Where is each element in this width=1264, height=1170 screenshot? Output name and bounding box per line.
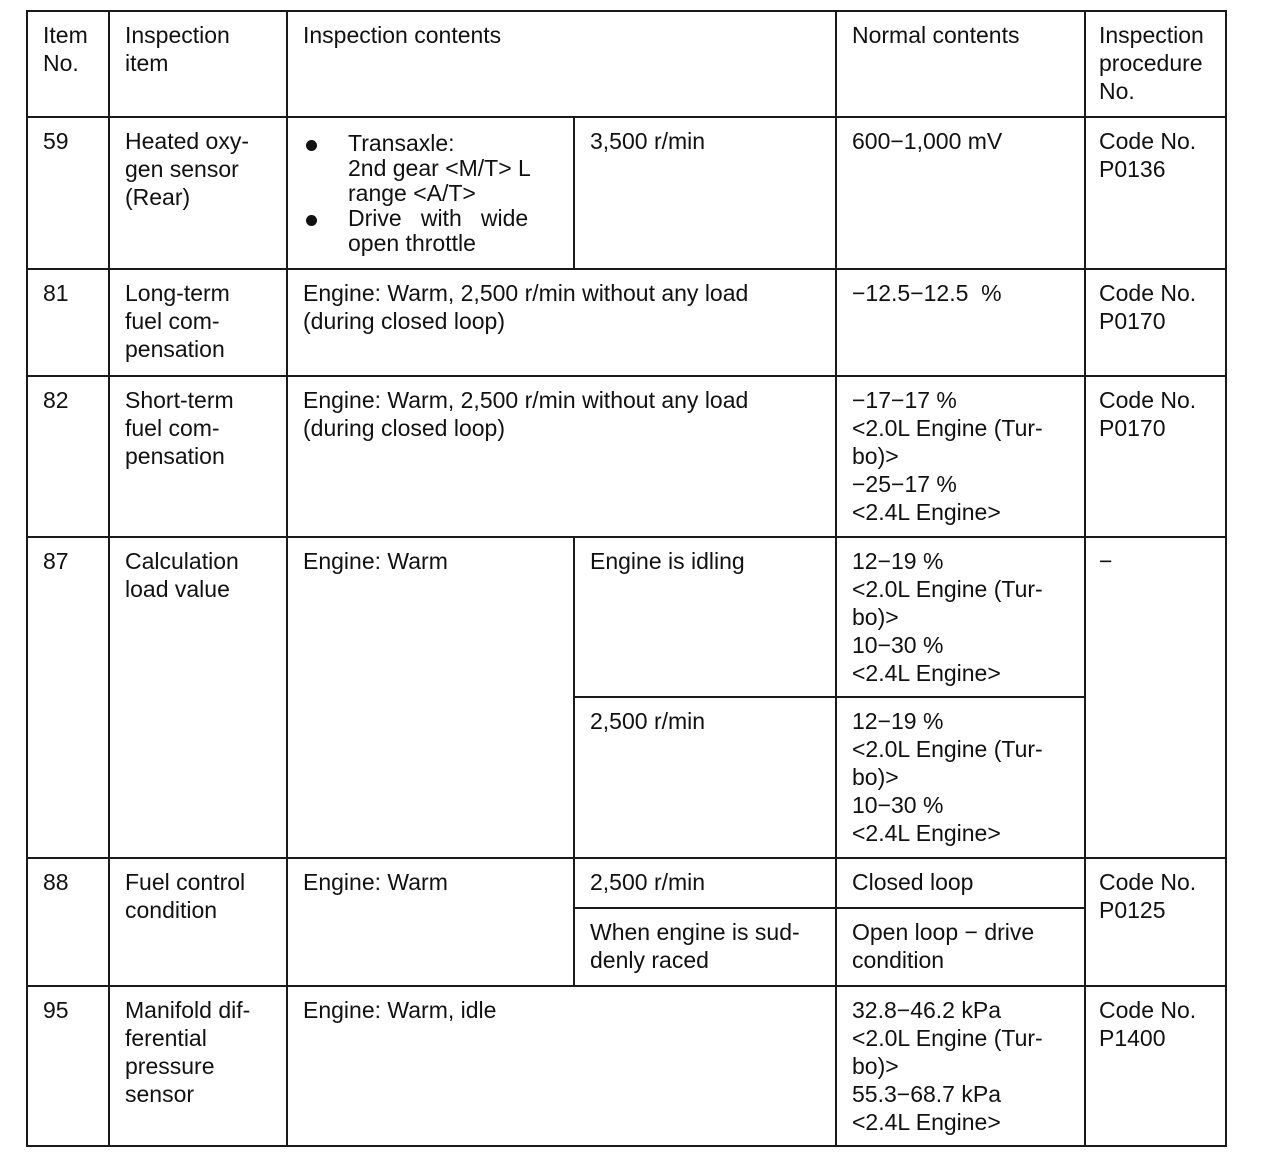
normal-contents-cell: 12−19 % <2.0L Engine (Tur- bo)> 10−30 % <2.4L Engine>	[836, 537, 1085, 697]
condition-cell	[287, 117, 574, 269]
item-no-cell: 59	[27, 117, 109, 269]
inspection-item-cell: Fuel control condition	[109, 858, 287, 986]
inspection-item-cell: Short-term fuel com- pensation	[109, 376, 287, 537]
subcondition-cell: 3,500 r/min	[574, 117, 836, 269]
subcondition-cell: When engine is sud- denly raced	[574, 908, 836, 986]
bullet-item: Drive with wide open throttle	[304, 206, 563, 256]
condition-cell: Engine: Warm, 2,500 r/min without any load (during closed loop)	[287, 376, 836, 537]
subcondition-cell: 2,500 r/min	[574, 858, 836, 908]
normal-contents-cell: −12.5−12.5 %	[836, 269, 1085, 376]
header-inspection-item: Inspection item	[109, 11, 287, 117]
inspection-spec-table	[26, 10, 1227, 1147]
procedure-cell: Code No. P1400	[1085, 986, 1226, 1146]
item-no-cell: 87	[27, 537, 109, 858]
table-row-95	[27, 986, 1226, 1146]
condition-bullet-list	[304, 131, 563, 256]
procedure-cell: Code No. P0125	[1085, 858, 1226, 986]
table-row-81	[27, 269, 1226, 376]
bullet-icon	[306, 140, 317, 151]
subcondition-cell: 2,500 r/min	[574, 697, 836, 858]
table-row-59	[27, 117, 1226, 269]
normal-contents-cell: 600−1,000 mV	[836, 117, 1085, 269]
header-inspection-contents: Inspection contents	[287, 11, 836, 117]
procedure-cell: −	[1085, 537, 1226, 858]
table-header-row	[27, 11, 1226, 117]
item-no-cell: 95	[27, 986, 109, 1146]
item-no-cell: 88	[27, 858, 109, 986]
procedure-cell: Code No. P0136	[1085, 117, 1226, 269]
table-row-82	[27, 376, 1226, 537]
inspection-item-cell: Heated oxy- gen sensor (Rear)	[109, 117, 287, 269]
inspection-item-cell: Calculation load value	[109, 537, 287, 858]
normal-contents-cell: −17−17 % <2.0L Engine (Tur- bo)> −25−17 % <2.4L Engine>	[836, 376, 1085, 537]
condition-cell: Engine: Warm	[287, 858, 574, 986]
condition-cell: Engine: Warm, idle	[287, 986, 836, 1146]
normal-contents-cell: 12−19 % <2.0L Engine (Tur- bo)> 10−30 % <2.4L Engine>	[836, 697, 1085, 858]
normal-contents-cell: 32.8−46.2 kPa <2.0L Engine (Tur- bo)> 55.3−68.7 kPa <2.4L Engine>	[836, 986, 1085, 1146]
inspection-item-cell: Manifold dif- ferential pressure sensor	[109, 986, 287, 1146]
procedure-cell: Code No. P0170	[1085, 269, 1226, 376]
table-row-87	[27, 537, 1226, 697]
item-no-cell: 81	[27, 269, 109, 376]
normal-contents-cell: Closed loop	[836, 858, 1085, 908]
normal-contents-cell: Open loop − drive condition	[836, 908, 1085, 986]
header-normal-contents: Normal contents	[836, 11, 1085, 117]
header-item-no: Item No.	[27, 11, 109, 117]
item-no-cell: 82	[27, 376, 109, 537]
bullet-item: Transaxle: 2nd gear <M/T> L range <A/T>	[304, 131, 563, 206]
header-procedure-no: Inspection procedure No.	[1085, 11, 1226, 117]
condition-cell: Engine: Warm	[287, 537, 574, 858]
inspection-item-cell: Long-term fuel com- pensation	[109, 269, 287, 376]
table-row-88	[27, 858, 1226, 908]
bullet-icon	[306, 215, 317, 226]
condition-cell: Engine: Warm, 2,500 r/min without any load (during closed loop)	[287, 269, 836, 376]
procedure-cell: Code No. P0170	[1085, 376, 1226, 537]
subcondition-cell: Engine is idling	[574, 537, 836, 697]
